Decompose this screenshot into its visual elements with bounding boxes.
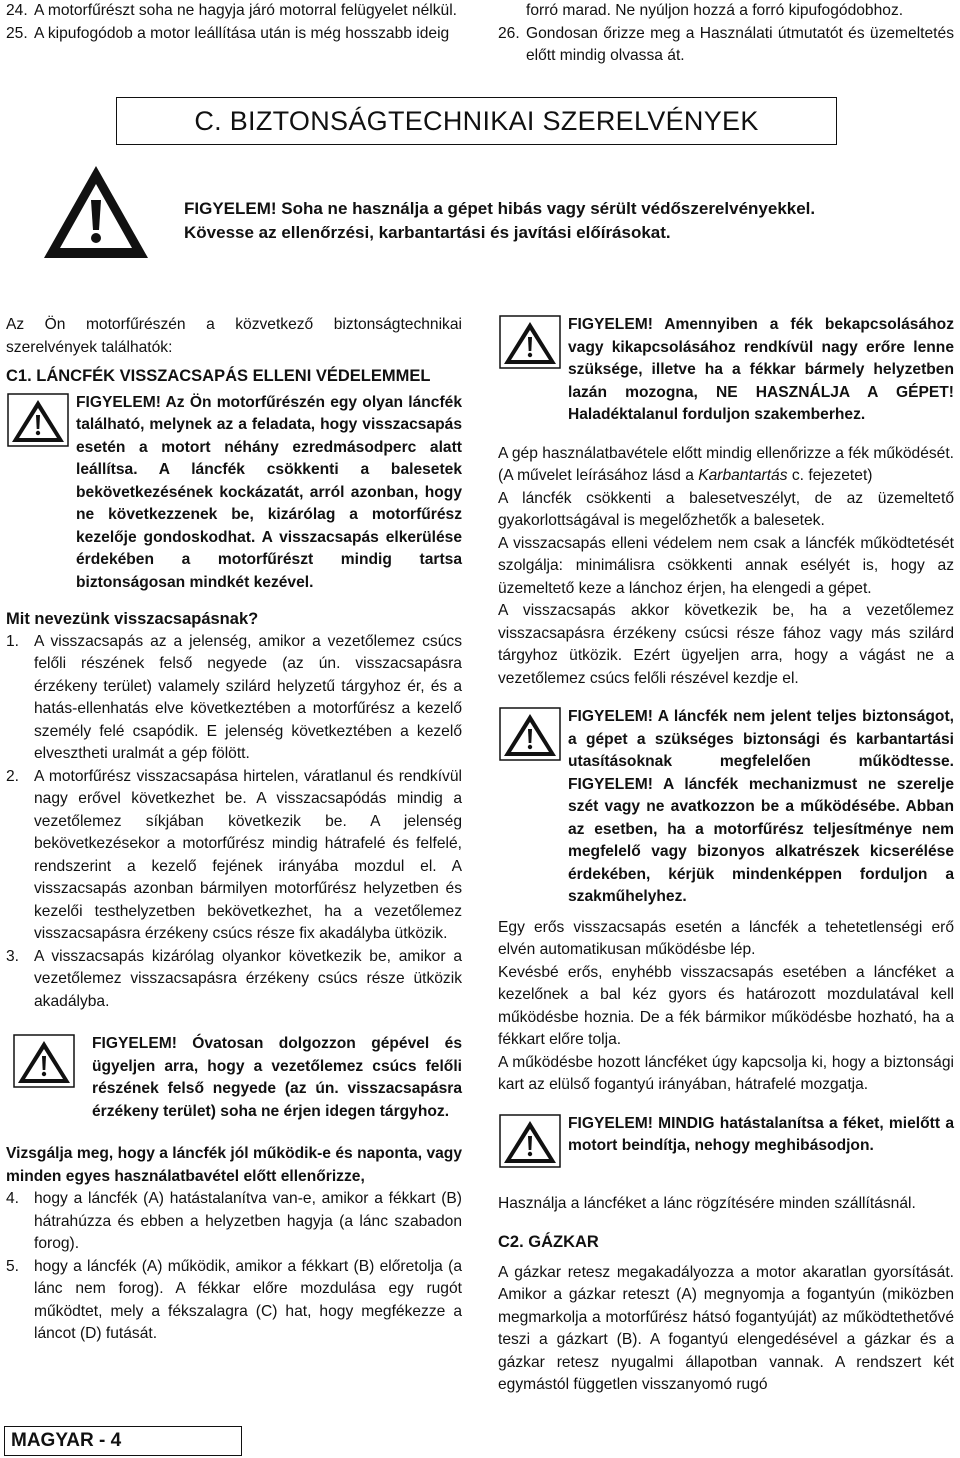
warning-text: FIGYELEM! MINDIG hatástalanítsa a féket, mielőtt a motort beindítja, nehogy meghibásodjon. [568, 1114, 954, 1154]
paragraph: A működésbe hozott láncféket úgy kapcsolja ki, hogy a biztonsági kart az elülső fogantyú irányában, hátrafelé mozgatja. [498, 1053, 954, 1093]
c1-heading: C1. LÁNCFÉK VISSZACSAPÁS ELLENI VÉDELEMMEL [6, 367, 431, 385]
item-text: A visszacsapás kizárólag olyankor következik be, amikor a vezetőlemez visszacsapásra érzékeny csúcs része ütközik akadályba. [34, 947, 462, 1010]
left-column [6, 314, 462, 1346]
list-item [498, 23, 954, 68]
paragraph: A visszacsapás akkor következik be, ha a vezetőlemez visszacsapásra érzékeny csúcsi része fához vagy más szilárd tárgyhoz ütközik. Ezért ügyeljen arra, hogy a vágást ne a vezetőlemez csúcs felőli részével kezdje el. [498, 602, 954, 687]
right-column [498, 314, 954, 1397]
item-number: 5. [6, 1257, 20, 1275]
top-left-list [6, 0, 462, 45]
text-run: A gép használatbavétele előtt mindig ellenőrizze a fék működését. (A művelet leírásához lásd a [498, 444, 954, 484]
item-text: A kipufogódob a motor leállítása után is még hosszabb ideig [34, 24, 450, 42]
check-list [6, 1188, 462, 1346]
item-number: 26. [498, 24, 520, 42]
item-number: 4. [6, 1190, 20, 1207]
list-item [6, 1256, 462, 1346]
warning-line: FIGYELEM! Soha ne használja a gépet hibás vagy sérült védőszerelvényekkel. [184, 199, 816, 218]
question-heading: Mit nevezünk visszacsapásnak? [6, 610, 259, 628]
item-text: hogy a láncfék (A) működik, amikor a fékkart (B) előretolja (a lánc nem forog). A fékkar előre mozdulása egy rugót működtet, mely a fékszalagra (C) hat, hogy megfékezze a láncot (D) futását. [34, 1257, 462, 1342]
list-item [6, 1188, 462, 1256]
item-number: 24. [6, 2, 28, 19]
list-item [6, 0, 462, 23]
item-continuation: forró marad. Ne nyúljon hozzá a forró kipufogódobhoz. [526, 2, 904, 19]
check-heading: Vizsgálja meg, hogy a láncfék jól működik-e és naponta, vagy minden egyes használatbavétel előtt ellenőrizze, [6, 1145, 462, 1185]
paragraph: Kevésbé erős, enyhébb visszacsapás esetében a láncféket a kezelőnek a bal kéz gyors és határozott mozdulatával kell működésbe hoznia. De a fék bármikor működésbe hozható, ha a fékkart előre tolja. [498, 963, 954, 1048]
brake-check-paragraph [498, 443, 954, 488]
text-run: c. fejezetet) [787, 467, 873, 484]
intro-paragraph: Az Ön motorfűrészén a közvetkező biztonságtechnikai szerelvények találhatók: [6, 316, 462, 356]
warning-triangle-icon [6, 392, 76, 450]
list-item [6, 631, 462, 766]
warning-text: FIGYELEM! Óvatosan dolgozzon gépével és ügyeljen arra, hogy a vezetőlemez csúcs felőli részének felső negyede (az ún. visszacsapásra érzékeny terület) soha ne érjen idegen tárgyhoz. [92, 1035, 462, 1120]
warning-triangle-icon [40, 162, 152, 262]
warning-triangle-icon [12, 1033, 82, 1091]
disable-warning [498, 1113, 954, 1171]
paragraph: A láncfék csökkenti a balesetveszélyt, de az üzemeltető gyakorlottságával is megelőzhetők a balesetek. [498, 489, 954, 529]
paragraph: A visszacsapás elleni védelem nem csak a láncfék működtetését szolgálja: minimálisra csökkenti annak esélyét is, hogy az üzemeltető keze a lánchoz érjen, ha elengedi a gépet. [498, 534, 954, 597]
paragraph: Egy erős visszacsapás esetén a láncfék a tehetetlenségi erő elvén automatikusan működésbe lép. [498, 918, 954, 958]
warning-triangle-icon [498, 1113, 568, 1171]
section-title: C. BIZTONSÁGTECHNIKAI SZERELVÉNYEK [116, 97, 837, 145]
item-text: hogy a láncfék (A) hatástalanítva van-e, amikor a fékkart (B) hátrahúzza és ebben a helyzetben hagyja (a lánc szabadon forog). [34, 1190, 462, 1252]
kickback-list [6, 631, 462, 1014]
protection-warning [498, 706, 954, 909]
item-text: A motorfűrész visszacsapása hirtelen, váratlanul és rendkívül nagy erővel következhet be. A visszacsapódás mindig a vezetőlemez síkjában következik be. A jelenség bekövetkezésekor a motorfűrész mindig hátrafelé és felfelé, rendszerint a kezelő fejének irányába mozdul el. A visszacsapás azonban bármilyen motorfűrész helyzetben és kezelői testhelyzetben bekövetkezhet, ha a vezetőlemez visszacsapásra érzékeny csúcs része fix akadályba ütközik. [34, 767, 462, 942]
item-text: A motorfűrészt soha ne hagyja járó motorral felügyelet nélkül. [34, 2, 457, 19]
careful-warning [6, 1033, 462, 1123]
list-item [6, 946, 462, 1014]
warning-text: FIGYELEM! Amennyiben a fék bekapcsolásához vagy kikapcsolásához rendkívül nagy erőre lenne szüksége, illetve ha a fékkar bármely helyzetben lazán mozogna, NE HASZNÁLJA A GÉPET! Haladéktalanul forduljon szakemberhez. [568, 316, 954, 423]
warning-line: Kövesse az ellenőrzési, karbantartási és javítási előírásokat. [184, 223, 671, 242]
warning-triangle-icon [498, 706, 568, 764]
c2-heading: C2. GÁZKAR [498, 1233, 599, 1251]
item-number: 1. [6, 632, 20, 650]
item-number: 2. [6, 767, 20, 785]
warning-triangle-icon [498, 314, 568, 372]
warning-text: FIGYELEM! A láncfék nem jelent teljes biztonságot, a gépet a szükséges biztonsági és karbantartási utasításoknak megfelelően működtesse. FIGYELEM! A láncfék mechanizmust ne szerelje szét vagy ne avatkozzon be a működésébe. Abban az esetben, ha a motorfűrész teljesítménye nem megfelelő vagy bizonyos alkatrészek kicserélése érdekében, kérjük mindenképpen forduljon a szakműhelyhez. [568, 708, 954, 905]
list-item [6, 23, 462, 46]
item-number: 25. [6, 24, 28, 42]
c1-warning [6, 392, 462, 595]
top-right-list [498, 0, 954, 68]
warning-text: FIGYELEM! Az Ön motorfűrészén egy olyan láncfék található, melynek az a feladata, hogy visszacsapás esetén a motort néhány ezredmásodperc alatt leállítsa. A láncfék csökkenti a balesetek bekövetkezésének kockázatát, arról azonban, hogy ne következzenek be, kizárólag a motorfűrész kezelője gondoskodhat. A visszacsapás elkerülése érdekében a motorfűrészt mindig tartsa biztonságosan mindkét kezével. [76, 393, 462, 591]
item-text: A visszacsapás az a jelenség, amikor a vezetőlemez csúcs felőli részének felső negyede (az ún. visszacsapásra érzékeny terület) valamely szilárd helyzetű tárgyhoz ér, és a hatás-ellenhatás elve következtében a motorfűrész a kezelő személy felé csapódik. E jelenség következtében a kezelő elvesztheti uralmát a gép fölött. [34, 632, 462, 762]
brake-warning [498, 314, 954, 427]
item-number: 3. [6, 947, 20, 965]
list-item [6, 766, 462, 946]
paragraph: A gázkar retesz megakadályozza a motor akaratlan gyorsítását. Amikor a gázkar reteszt (A) megnyomja a fogantyún (miközben megmarkolja a motorfűrész hátsó fogantyúját) az működtethetővé teszi a gázkart (B). A fogantyú elengedésével a gázkar és a gázkar retesz nyugalmi állapotban vannak. A rendszert két egymástól független visszanyomó rugó [498, 1263, 954, 1393]
italic-text-run: Karbantartás [698, 467, 788, 484]
paragraph: Használja a láncféket a lánc rögzítésére minden szállításnál. [498, 1194, 916, 1212]
page-footer: MAGYAR - 4 [4, 1426, 242, 1456]
item-text: Gondosan őrizze meg a Használati útmutatót és üzemeltetés előtt mindig olvassa át. [526, 24, 954, 64]
main-warning [184, 197, 904, 245]
